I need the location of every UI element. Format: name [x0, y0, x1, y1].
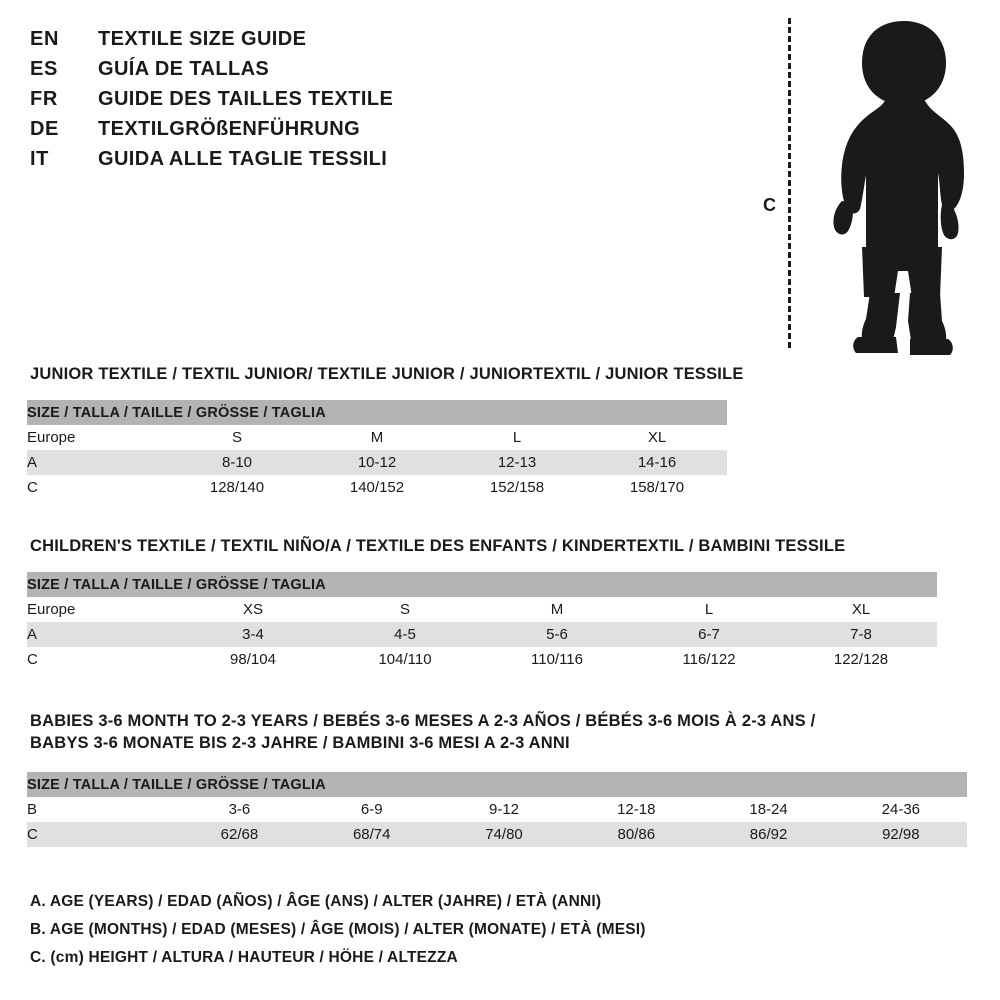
table-row: [27, 647, 937, 672]
cell-value: 24-36: [835, 797, 967, 822]
table-header-row: [27, 400, 727, 425]
cell-value: 6-7: [633, 622, 785, 647]
children-size-table: [27, 572, 937, 672]
footnote-c: C. (cm) HEIGHT / ALTURA / HAUTEUR / HÖHE / ALTEZZA: [30, 949, 458, 966]
cell-value: 68/74: [306, 822, 438, 847]
cell-value: 158/170: [587, 475, 727, 500]
cell-value: 110/116: [481, 647, 633, 672]
cell-value: 74/80: [438, 822, 570, 847]
cell-value: 122/128: [785, 647, 937, 672]
table-header-row: [27, 772, 967, 797]
cell-value: 116/122: [633, 647, 785, 672]
row-label: Europe: [27, 425, 167, 450]
footnote-a: A. AGE (YEARS) / EDAD (AÑOS) / ÂGE (ANS) / ALTER (JAHRE) / ETÀ (ANNI): [30, 893, 602, 910]
table-row: [27, 822, 967, 847]
table-row: [27, 475, 727, 500]
row-label: C: [27, 475, 167, 500]
cell-value: 62/68: [173, 822, 305, 847]
cell-value: 7-8: [785, 622, 937, 647]
cell-value: 152/158: [447, 475, 587, 500]
cell-value: XL: [785, 597, 937, 622]
footnotes-block: [30, 893, 646, 977]
row-label: Europe: [27, 597, 177, 622]
cell-value: 86/92: [702, 822, 834, 847]
section-title-babies-line2: BABYS 3-6 MONATE BIS 2-3 JAHRE / BAMBINI 3-6 MESI A 2-3 ANNI: [30, 734, 570, 752]
footnote-b: B. AGE (MONTHS) / EDAD (MESES) / ÂGE (MOIS) / ALTER (MONATE) / ETÀ (MESI): [30, 921, 646, 938]
cell-value: S: [329, 597, 481, 622]
table-row: [27, 450, 727, 475]
language-header-block: [30, 28, 630, 178]
cell-value: 128/140: [167, 475, 307, 500]
cell-value: M: [307, 425, 447, 450]
language-title: GUÍA DE TALLAS: [98, 58, 270, 80]
language-row: [30, 58, 630, 83]
table-row: [27, 425, 727, 450]
cell-value: 140/152: [307, 475, 447, 500]
language-title: GUIDE DES TAILLES TEXTILE: [98, 88, 394, 110]
height-measure-label: C: [763, 195, 776, 215]
babies-size-table: [27, 772, 967, 847]
language-code: FR: [30, 88, 58, 110]
language-code: EN: [30, 28, 59, 50]
cell-value: XS: [177, 597, 329, 622]
language-row: [30, 148, 630, 173]
section-title-children: CHILDREN'S TEXTILE / TEXTIL NIÑO/A / TEXTILE DES ENFANTS / KINDERTEXTIL / BAMBINI TESSILE: [30, 537, 846, 555]
table-header-row: [27, 572, 937, 597]
table-row: [27, 597, 937, 622]
junior-size-table: [27, 400, 727, 500]
language-row: [30, 88, 630, 113]
language-title: TEXTILE SIZE GUIDE: [98, 28, 307, 50]
language-title: GUIDA ALLE TAGLIE TESSILI: [98, 148, 388, 170]
cell-value: 9-12: [438, 797, 570, 822]
language-title: TEXTILGRÖßENFÜHRUNG: [98, 118, 361, 140]
row-label: B: [27, 797, 173, 822]
cell-value: 6-9: [306, 797, 438, 822]
table-header-label: SIZE / TALLA / TAILLE / GRÖSSE / TAGLIA: [27, 400, 727, 425]
cell-value: 98/104: [177, 647, 329, 672]
cell-value: 18-24: [702, 797, 834, 822]
measurement-dashed-line: [788, 18, 791, 348]
language-code: DE: [30, 118, 59, 140]
section-title-babies: [30, 712, 815, 753]
cell-value: 3-6: [173, 797, 305, 822]
cell-value: M: [481, 597, 633, 622]
table-row: [27, 797, 967, 822]
table-row: [27, 622, 937, 647]
row-label: C: [27, 822, 173, 847]
cell-value: 12-13: [447, 450, 587, 475]
row-label: A: [27, 450, 167, 475]
row-label: C: [27, 647, 177, 672]
cell-value: 10-12: [307, 450, 447, 475]
height-measurement-figure: [740, 10, 990, 350]
cell-value: 80/86: [570, 822, 702, 847]
cell-value: L: [447, 425, 587, 450]
cell-value: 14-16: [587, 450, 727, 475]
cell-value: XL: [587, 425, 727, 450]
cell-value: 92/98: [835, 822, 967, 847]
language-code: ES: [30, 58, 58, 80]
cell-value: 4-5: [329, 622, 481, 647]
cell-value: 8-10: [167, 450, 307, 475]
cell-value: 12-18: [570, 797, 702, 822]
language-row: [30, 118, 630, 143]
cell-value: 3-4: [177, 622, 329, 647]
cell-value: 104/110: [329, 647, 481, 672]
table-header-label: SIZE / TALLA / TAILLE / GRÖSSE / TAGLIA: [27, 772, 967, 797]
table-header-label: SIZE / TALLA / TAILLE / GRÖSSE / TAGLIA: [27, 572, 937, 597]
section-title-junior: JUNIOR TEXTILE / TEXTIL JUNIOR/ TEXTILE JUNIOR / JUNIORTEXTIL / JUNIOR TESSILE: [30, 365, 744, 383]
section-title-babies-line1: BABIES 3-6 MONTH TO 2-3 YEARS / BEBÉS 3-6 MESES A 2-3 AÑOS / BÉBÉS 3-6 MOIS À 2-3 ANS /: [30, 712, 816, 730]
cell-value: L: [633, 597, 785, 622]
language-row: [30, 28, 630, 53]
row-label: A: [27, 622, 177, 647]
cell-value: 5-6: [481, 622, 633, 647]
child-silhouette-icon: [800, 15, 980, 360]
cell-value: S: [167, 425, 307, 450]
language-code: IT: [30, 148, 49, 170]
